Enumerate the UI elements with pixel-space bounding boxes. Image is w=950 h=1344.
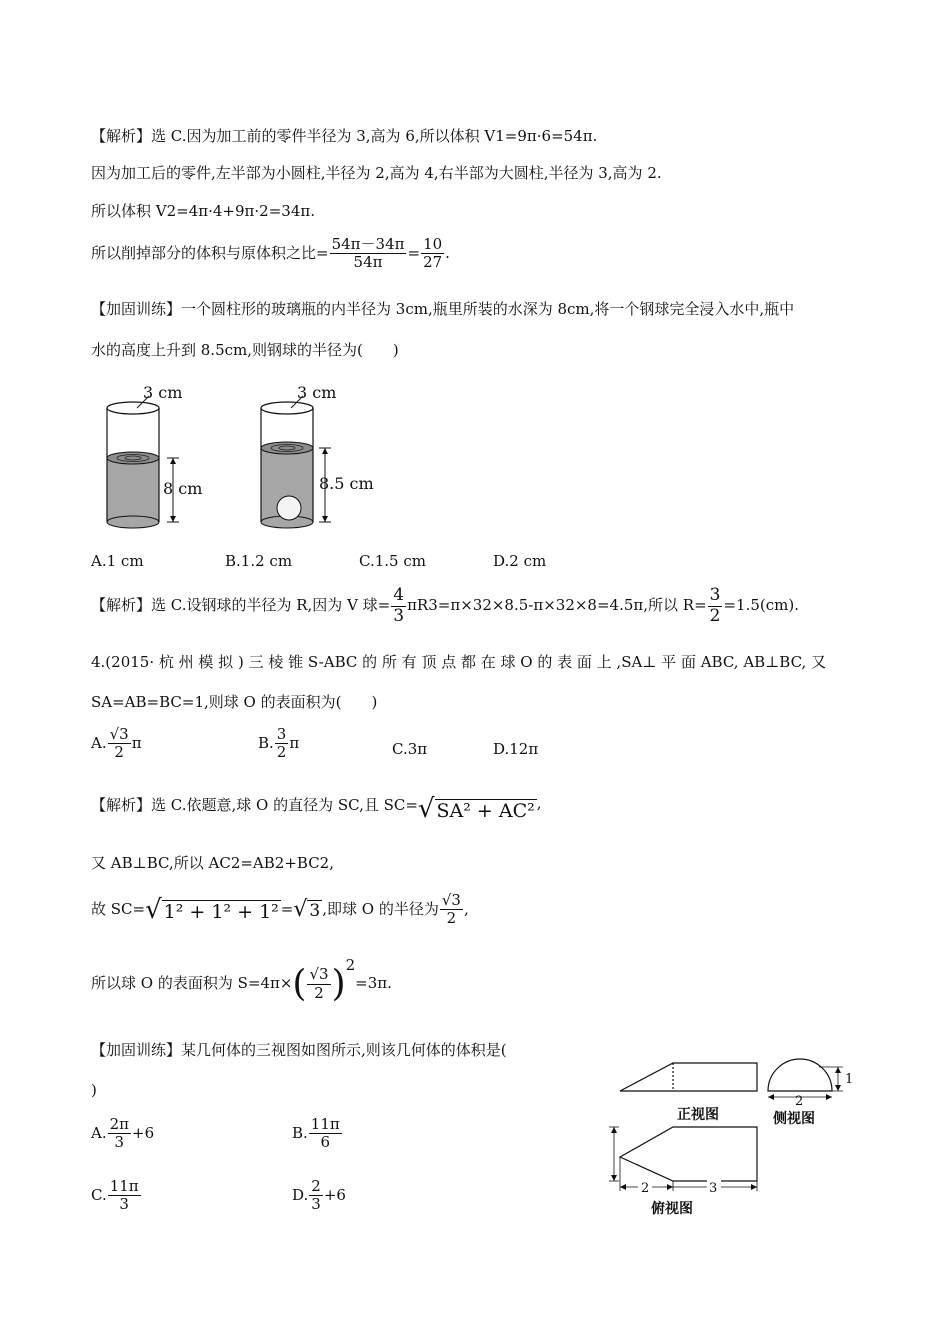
comma: ,	[463, 899, 469, 918]
option-letter: A.	[91, 733, 107, 752]
question-4-solution-line-4	[91, 956, 392, 1005]
fraction-denominator: 3	[119, 1195, 129, 1214]
option-letter: C.	[91, 1185, 107, 1204]
option-b	[292, 1116, 343, 1152]
cylinder-right	[261, 383, 374, 528]
radius-fraction	[440, 892, 463, 928]
period: .	[445, 243, 450, 262]
fraction-3-2	[708, 586, 723, 626]
fraction-numerator: √3	[441, 891, 461, 909]
left-radius-label: 3 cm	[143, 383, 183, 402]
equals-sign: =	[407, 243, 421, 262]
solution-suffix: =1.5(cm).	[723, 596, 800, 615]
option-c: C.3π	[392, 740, 428, 758]
solution-prefix: 故 SC=	[91, 899, 146, 918]
side-view	[768, 1059, 843, 1097]
question-3-solution	[91, 586, 799, 626]
fraction-denominator: 2	[314, 983, 324, 1002]
ratio-fraction-1	[330, 236, 407, 272]
question-3-line-1: 【加固训练】一个圆柱形的玻璃瓶的内半径为 3cm,瓶里所装的水深为 8cm,将一个钢球完全浸入水中,瓶中	[91, 300, 795, 318]
option-letter: D.	[292, 1185, 309, 1204]
left-height-label: 8 cm	[163, 479, 203, 498]
fraction-numerator: 3	[709, 585, 721, 605]
fraction-denominator: 6	[320, 1133, 331, 1152]
right-height-label: 8.5 cm	[319, 474, 374, 493]
option-c	[91, 1178, 142, 1214]
right-paren: )	[331, 963, 346, 1005]
exponent: 2	[345, 956, 356, 974]
fraction-denominator: 54π	[353, 253, 383, 272]
side-height-label: 1	[845, 1072, 854, 1087]
fraction-numerator: √3	[109, 725, 129, 743]
fraction-numerator: 4	[393, 585, 405, 605]
fraction-denominator: 2	[276, 743, 287, 762]
radicand: 1² + 1² + 1²	[163, 900, 279, 923]
option-suffix: +6	[132, 1123, 155, 1142]
fraction-numerator: 3	[276, 725, 287, 743]
option-suffix: +6	[323, 1185, 346, 1204]
solution-suffix: =3π.	[355, 974, 392, 992]
question-4-line-1: 4.(2015· 杭 州 模 拟 ) 三 棱 锥 S-ABC 的 所 有 顶 点 都 在 球 O 的 表 面 上 ,SA⊥ 平 面 ABC, AB⊥BC, 又	[91, 653, 827, 671]
option-a: A.1 cm	[91, 552, 144, 570]
left-paren: (	[292, 963, 307, 1005]
front-view-label: 正视图	[677, 1107, 719, 1123]
option-letter: B.	[258, 733, 274, 752]
fraction-4-3	[391, 586, 406, 626]
sqrt-sa-ac: √ SA² + AC²	[417, 794, 535, 824]
fraction-numerator: 2π	[109, 1115, 130, 1133]
solution-prefix: 【解析】选 C.依题意,球 O 的直径为 SC,且 SC=	[91, 796, 418, 814]
option-fraction	[275, 726, 289, 762]
question-3-line-2: 水的高度上升到 8.5cm,则钢球的半径为( )	[91, 341, 399, 359]
question-4-solution-line-2: 又 AB⊥BC,所以 AC2=AB2+BC2,	[91, 854, 334, 872]
top-view-label: 俯视图	[651, 1201, 693, 1217]
ratio-prefix: 所以削掉部分的体积与原体积之比=	[91, 243, 329, 262]
ratio-fraction-2	[421, 236, 444, 272]
radicand: SA² + AC²	[436, 800, 535, 822]
option-letter: B.	[292, 1123, 308, 1142]
fraction-numerator: √3	[309, 965, 329, 984]
question-4-line-2: SA=AB=BC=1,则球 O 的表面积为( )	[91, 693, 378, 711]
option-suffix: π	[289, 733, 300, 752]
steel-ball	[277, 496, 301, 520]
fraction-denominator: 2	[709, 605, 721, 626]
option-fraction	[309, 1116, 342, 1152]
option-letter: A.	[91, 1123, 107, 1142]
top-left-dim-label: 2	[641, 1181, 650, 1196]
option-fraction	[108, 1116, 131, 1152]
question-4-solution-line-3	[91, 892, 469, 928]
fraction-numerator: 54π－34π	[331, 235, 405, 253]
question-5-line-1: 【加固训练】某几何体的三视图如图所示,则该几何体的体积是(	[91, 1041, 507, 1059]
fraction-numerator: 11π	[310, 1115, 340, 1133]
solution-prefix: 所以球 O 的表面积为 S=4π×	[91, 974, 293, 992]
question-5-line-2: )	[91, 1081, 97, 1099]
option-a	[91, 1116, 154, 1152]
side-view-label: 侧视图	[773, 1111, 815, 1127]
fraction-numerator: 2	[311, 1177, 321, 1195]
solution-prefix: 【解析】选 C.设钢球的半径为 R,因为 V 球=	[91, 596, 391, 615]
option-d: D.12π	[493, 740, 539, 758]
side-width-label: 2	[795, 1094, 804, 1109]
comma: ,	[536, 794, 542, 812]
fraction-denominator: 2	[114, 743, 124, 762]
option-d: D.2 cm	[493, 552, 547, 570]
question-4-solution-line-1	[91, 794, 542, 824]
equals-sign: =	[280, 899, 294, 918]
option-fraction	[108, 1178, 141, 1214]
top-view	[609, 1127, 757, 1191]
option-fraction	[108, 726, 131, 762]
option-a	[91, 726, 142, 762]
solution-line-2: 因为加工后的零件,左半部为小圆柱,半径为 2,高为 4,右半部为大圆柱,半径为 3,高为 2.	[91, 164, 662, 182]
solution-line-1: 【解析】选 C.因为加工前的零件半径为 3,高为 6,所以体积 V1=9π·6=54π.	[91, 127, 598, 145]
right-radius-label: 3 cm	[297, 383, 337, 402]
cylinder-left	[107, 383, 202, 528]
radicand: 3	[309, 901, 321, 922]
top-right-dim-label: 3	[709, 1181, 718, 1196]
fraction-denominator: 2	[446, 909, 457, 928]
option-b	[258, 726, 299, 762]
front-view	[620, 1063, 757, 1091]
cylinder-figure	[95, 378, 395, 538]
solution-line-3: 所以体积 V2=4π·4+9π·2=34π.	[91, 202, 315, 220]
option-d	[292, 1178, 346, 1214]
sqrt-3: √ 3	[293, 897, 321, 923]
solution-middle: ,即球 O 的半径为	[322, 899, 439, 918]
option-suffix: π	[131, 733, 142, 752]
fraction-denominator: 27	[423, 253, 443, 272]
option-c: C.1.5 cm	[359, 552, 426, 570]
fraction-numerator: 11π	[109, 1177, 139, 1195]
surface-fraction	[307, 966, 330, 1002]
solution-middle: πR3=π×32×8.5-π×32×8=4.5π,所以 R=	[407, 596, 707, 615]
solution-line-4	[91, 236, 450, 272]
fraction-denominator: 3	[114, 1133, 125, 1152]
option-fraction	[309, 1178, 323, 1214]
option-b: B.1.2 cm	[225, 552, 293, 570]
fraction-denominator: 3	[311, 1195, 321, 1214]
sqrt-sum: √ 1² + 1² + 1²	[145, 894, 279, 925]
fraction-numerator: 10	[423, 235, 443, 253]
three-view-figure	[605, 1055, 865, 1225]
fraction-denominator: 3	[393, 605, 405, 626]
